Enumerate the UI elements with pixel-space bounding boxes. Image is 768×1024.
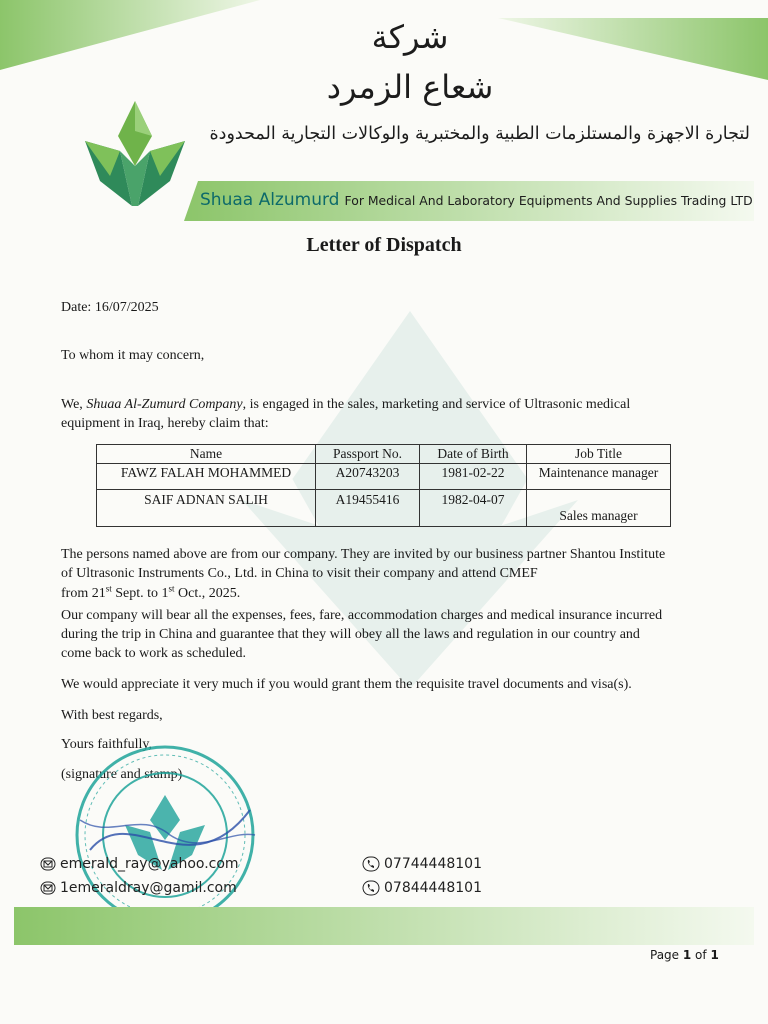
arabic-company-name: شعاع الزمرد — [326, 68, 494, 106]
para1-line-3 — [61, 584, 240, 603]
table-header-row — [97, 445, 671, 464]
col-name-header: Name — [97, 445, 316, 464]
table-row — [97, 490, 671, 527]
col-dob-header: Date of Birth — [420, 445, 527, 464]
contact-phone-1[interactable] — [362, 856, 482, 872]
arabic-company-word: شركة — [371, 18, 449, 56]
email-1-text: emerald_ray@yahoo.com — [60, 856, 239, 872]
phone-icon — [362, 856, 380, 872]
table-row — [97, 464, 671, 490]
phone-icon — [362, 880, 380, 896]
intro-before: We, — [61, 397, 87, 412]
para2-line-2: during the trip in China and guarantee that they will obey all the laws and regulation in our country and — [61, 627, 640, 642]
closing-regards: With best regards, — [61, 708, 163, 723]
email-2-text: 1emeraldray@gamil.com — [60, 880, 237, 896]
arabic-company-subtitle: لتجارة الاجهزة والمستلزمات الطبية والمختبرية والوكالات التجارية المحدودة — [209, 124, 750, 144]
company-stamp-icon — [70, 740, 260, 930]
email-icon — [40, 857, 56, 871]
cell-job: Maintenance manager — [527, 464, 671, 490]
header-green-triangle-right — [498, 18, 768, 80]
col-passport-header: Passport No. — [316, 445, 420, 464]
dates-sup-1: st — [105, 583, 112, 594]
closing-faithfully: Yours faithfully, — [61, 737, 153, 752]
para1-line-2: of Ultrasonic Instruments Co., Ltd. in China to visit their company and attend CMEF — [61, 566, 538, 581]
cell-dob: 1982-04-07 — [420, 490, 527, 527]
dates-sup-2: st — [168, 583, 175, 594]
closing-signature-note: (signature and stamp) — [61, 767, 183, 782]
intro-line-2: equipment in Iraq, hereby claim that: — [61, 416, 269, 431]
letter-title: Letter of Dispatch — [306, 234, 462, 256]
para1-line-1: The persons named above are from our company. They are invited by our business partner Shantou Institute — [61, 547, 666, 562]
cell-passport: A20743203 — [316, 464, 420, 490]
persons-table — [96, 444, 671, 527]
page-current: 1 — [682, 948, 692, 962]
footer-green-band — [14, 907, 754, 945]
contact-email-1[interactable] — [40, 856, 239, 872]
letter-date: Date: 16/07/2025 — [61, 300, 159, 315]
cell-passport: A19455416 — [316, 490, 420, 527]
intro-after: , is engaged in the sales, marketing and service of Ultrasonic medical — [242, 397, 631, 412]
page-of: of — [691, 948, 711, 962]
cell-name: SAIF ADNAN SALIH — [97, 490, 316, 527]
phone-2-text: 07844448101 — [384, 880, 482, 896]
cell-job: Sales manager — [527, 490, 671, 527]
page-total: 1 — [710, 948, 719, 962]
para3: We would appreciate it very much if you would grant them the requisite travel documents and visa(s). — [61, 677, 632, 692]
email-icon — [40, 881, 56, 895]
intro-company: Shuaa Al-Zumurd Company — [86, 397, 243, 412]
col-job-header: Job Title — [527, 445, 671, 464]
header-green-triangle-left — [0, 0, 260, 70]
company-logo-icon — [80, 96, 190, 221]
brand-tagline: For Medical And Laboratory Equipments And Supplies Trading LTD — [344, 193, 753, 208]
page-number — [650, 948, 719, 962]
para2-line-1: Our company will bear all the expenses, fees, fare, accommodation charges and medical insurance incurred — [61, 608, 663, 623]
dates-from: from 21 — [61, 586, 106, 601]
brand-name: Shuaa Alzumurd — [200, 190, 340, 210]
para2-line-3: come back to work as scheduled. — [61, 646, 247, 661]
phone-1-text: 07744448101 — [384, 856, 482, 872]
intro-line-1 — [61, 395, 630, 414]
letter-salutation: To whom it may concern, — [61, 348, 205, 363]
contact-phone-2[interactable] — [362, 880, 482, 896]
company-english-line — [200, 190, 752, 210]
dates-end: Oct., 2025. — [174, 586, 241, 601]
page-label: Page — [650, 948, 683, 962]
cell-dob: 1981-02-22 — [420, 464, 527, 490]
cell-name: FAWZ FALAH MOHAMMED — [97, 464, 316, 490]
contact-email-2[interactable] — [40, 880, 237, 896]
dates-mid: Sept. to 1 — [111, 586, 169, 601]
